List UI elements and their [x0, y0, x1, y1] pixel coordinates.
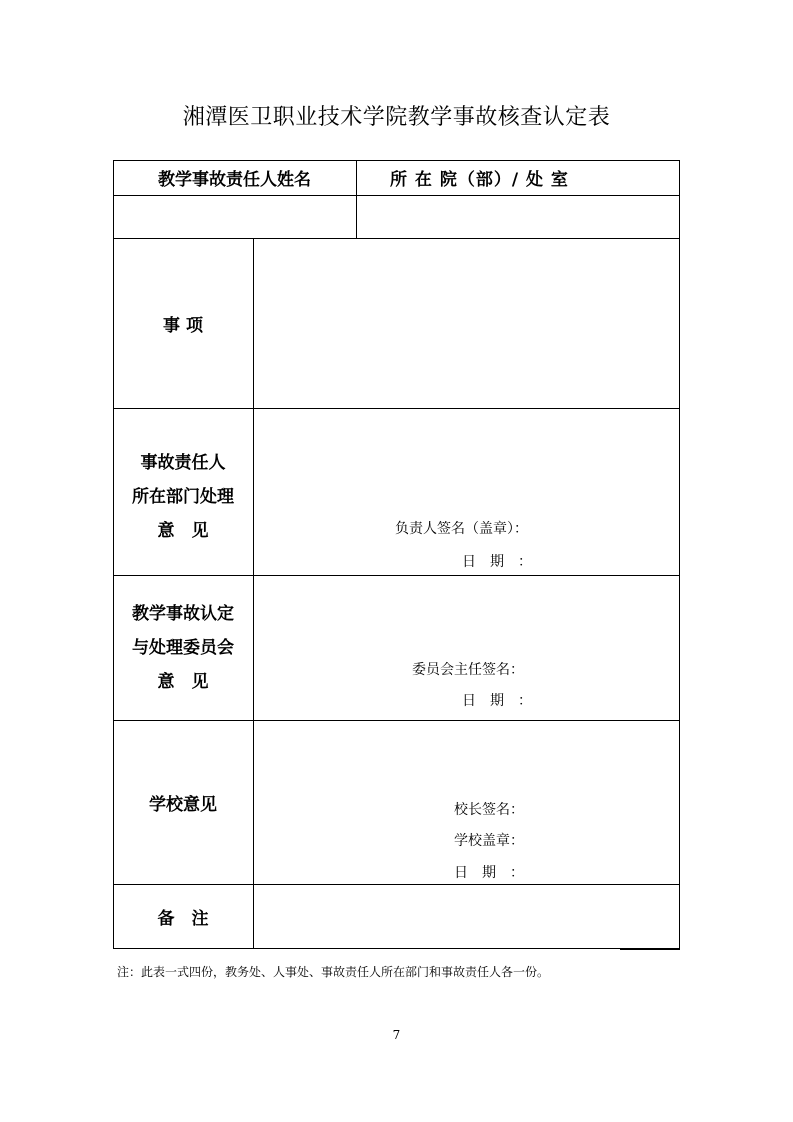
committee-opinion-label [113, 597, 253, 699]
school-opinion-field[interactable] [254, 721, 679, 791]
name-field[interactable] [114, 196, 355, 237]
school-date-label: 日 期 ： [454, 865, 524, 881]
school-opinion-label: 学校意见 [149, 795, 217, 815]
school-seal-label: 学校盖章： [454, 833, 524, 849]
page-number: 7 [392, 1028, 401, 1042]
footnote: 注：此表一式四份，教务处、人事处、事故责任人所在部门和事故责任人各一份。 [117, 965, 550, 979]
committee-opinion-label-line: 与处理委员会 [132, 638, 234, 658]
matter-label: 事 项 [163, 316, 203, 336]
remarks-label: 备 注 [157, 909, 209, 929]
name-column-header: 教学事故责任人姓名 [158, 170, 311, 190]
dept-signature-label: 负责人签名（盖章）： [395, 521, 528, 537]
dept-opinion-label-line: 意 见 [157, 521, 209, 541]
dept-field[interactable] [357, 196, 679, 237]
dept-opinion-label-line: 所在部门处理 [132, 487, 234, 507]
committee-opinion-field[interactable] [254, 576, 679, 652]
committee-opinion-label-line: 教学事故认定 [132, 604, 234, 624]
dept-opinion-field[interactable] [254, 409, 679, 509]
matter-field[interactable] [254, 239, 679, 407]
principal-signature-label: 校长签名： [454, 802, 524, 818]
committee-opinion-label-line: 意 见 [157, 672, 209, 692]
dept-opinion-label [113, 446, 253, 548]
committee-signature-label: 委员会主任签名： [412, 662, 524, 678]
committee-date-label: 日 期 ： [462, 693, 532, 709]
form-title: 湘潭医卫职业技术学院教学事故核查认定表 [182, 105, 611, 130]
dept-date-label: 日 期 ： [462, 554, 532, 570]
remarks-field[interactable] [254, 885, 679, 948]
table-bottom-accent [620, 949, 680, 950]
dept-column-header: 所 在 院（部）/ 处 室 [390, 170, 569, 190]
dept-opinion-label-line: 事故责任人 [140, 453, 226, 473]
